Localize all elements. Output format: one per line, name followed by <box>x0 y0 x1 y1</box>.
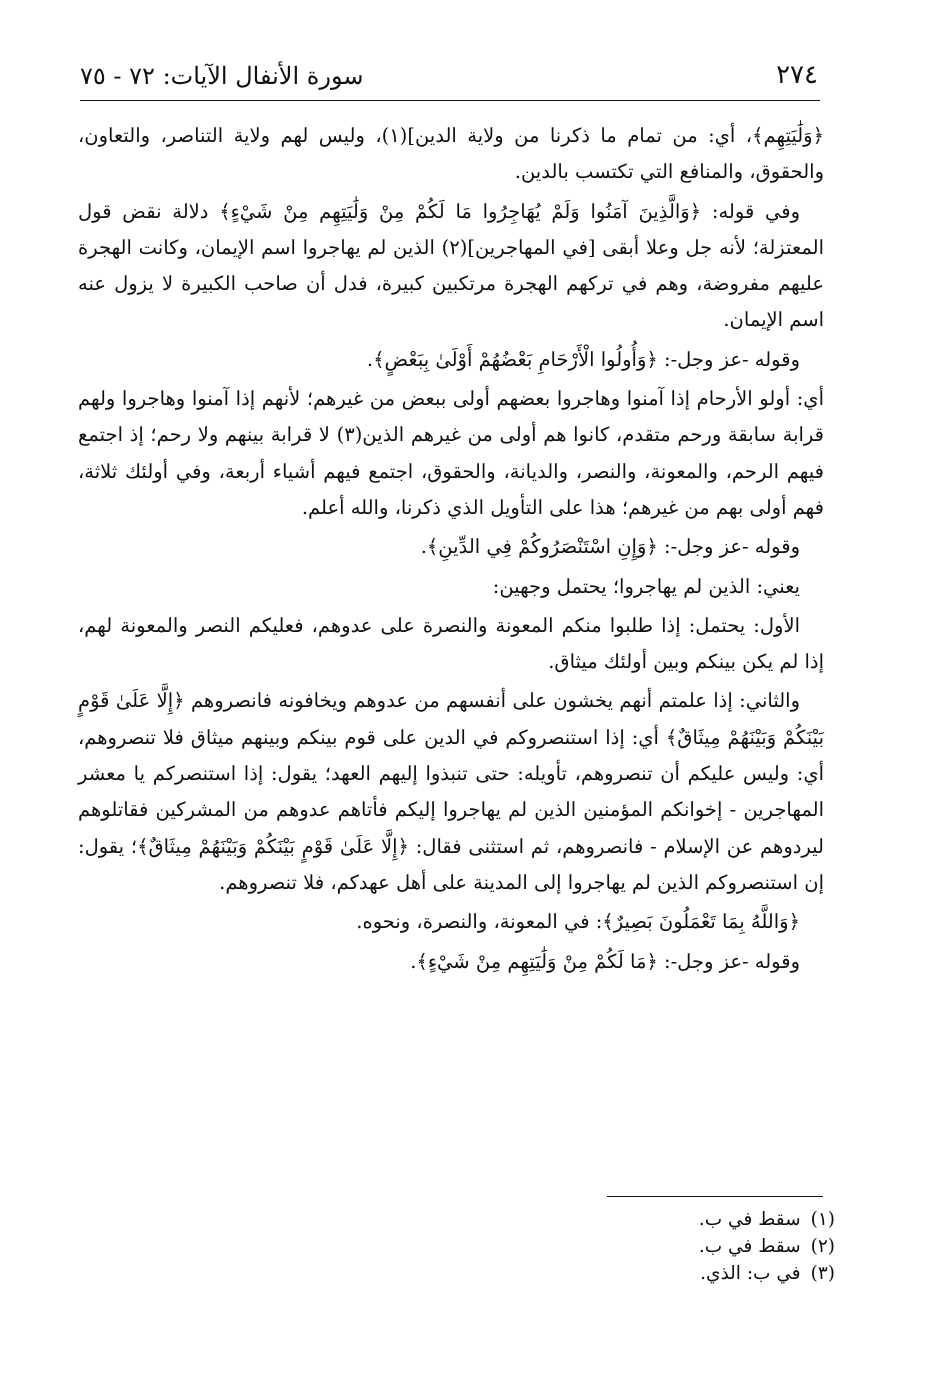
paragraph: وفي قوله: ﴿وَالَّذِينَ آمَنُوا وَلَمْ يُهَاجِرُوا مَا لَكُمْ مِنْ وَلَٰيَتِهِم مِنْ شَيْءٍ﴾ دلالة نقض قول المعتزلة؛ لأنه جل وعلا أبقى [في المهاجرين](٢) الذين لم يهاجروا اسم الإيمان، وكانت الهجرة عليهم مفروضة، وهم في تركهم الهجرة مرتكبين كبيرة، فدل أن صاحب الكبيرة لا يزول عنه اسم الإيمان. <box>78 199 824 332</box>
verse-heading: وقوله -عز وجل-: ﴿وَأُولُوا الْأَرْحَامِ بَعْضُهُمْ أَوْلَىٰ بِبَعْضٍ﴾. <box>366 347 800 371</box>
verse-heading: وقوله -عز وجل-: ﴿مَا لَكُمْ مِنْ وَلَٰيَتِهِم مِنْ شَيْءٍ﴾. <box>410 949 800 973</box>
paragraph: ﴿وَلَٰيَتِهِم﴾، أي: من تمام ما ذكرنا من ولاية الدين](١)، وليس لهم ولاية التناصر، والتعاون، والحقوق، والمنافع التي تكتسب بالدين. <box>78 124 825 184</box>
paragraph: أي: أولو الأرحام إذا آمنوا وهاجروا بعضهم أولى ببعض من غيرهم؛ لأنهم إذا آمنوا وهاجروا ولهم قرابة سابقة ورحم متقدم، كانوا هم أولى من غيرهم الذين(٣) لا قرابة بينهم ولا رحم؛ إذ اجتمع فيهم الرحم، والمعونة، والنصر، والديانة، والحقوق، اجتمع فيهم أشياء أربعة، وفي أولئك ثلاثة، فهم أولى بهم من غيرهم؛ هذا على التأويل الذي ذكرنا، والله أعلم. <box>78 387 824 519</box>
footnote <box>335 1206 835 1233</box>
footnote-separator <box>607 1196 823 1197</box>
main-text <box>78 118 824 983</box>
footnote-text: سقط في ب. <box>698 1209 801 1230</box>
page-header <box>80 52 820 101</box>
verse-heading: وقوله -عز وجل-: ﴿وَإِنِ اسْتَنْصَرُوكُمْ فِي الدِّينِ﴾. <box>420 535 800 559</box>
footnote-text: في ب: الذي. <box>700 1263 801 1284</box>
running-title: سورة الأنفال الآيات: ٧٢ - ٧٥ <box>80 62 364 90</box>
footnote <box>335 1260 835 1287</box>
footnote <box>335 1233 835 1260</box>
footnotes <box>335 1206 835 1287</box>
paragraph: الأول: يحتمل: إذا طلبوا منكم المعونة والنصرة على عدوهم، فعليكم النصر والمعونة لهم، إذا لم يكن بينكم وبين أولئك ميثاق. <box>78 613 824 674</box>
page-number: ٢٧٤ <box>776 60 818 90</box>
footnote-number: (١) <box>810 1209 835 1230</box>
footnote-number: (٢) <box>810 1236 835 1257</box>
footnote-number: (٣) <box>810 1263 835 1284</box>
footnote-text: سقط في ب. <box>698 1236 801 1257</box>
paragraph: يعني: الذين لم يهاجروا؛ يحتمل وجهين: <box>492 574 800 598</box>
paragraph: ﴿وَاللَّهُ بِمَا تَعْمَلُونَ بَصِيرٌ﴾: في المعونة، والنصرة، ونحوه. <box>356 910 800 934</box>
paragraph: والثاني: إذا علمتم أنهم يخشون على أنفسهم من عدوهم ويخافونه فانصروهم ﴿إِلَّا عَلَىٰ قَوْمٍ بَيْنَكُمْ وَبَيْنَهُمْ مِيثَاقٌ﴾ أي: إذا استنصروكم في الدين على قوم بينكم وبينهم ميثاق فلا تنصروهم، أي: وليس عليكم أن تنصروهم، تأويله: حتى تنبذوا إليهم العهد؛ يقول: إذا استنصركم يا معشر المهاجرين - إخوانكم المؤمنين الذين لم يهاجروا إليكم فأتاهم عدوهم من المشركين فقاتلوهم ليردوهم عن الإسلام - فانصروهم، ثم استثنى فقال: ﴿إِلَّا عَلَىٰ قَوْمٍ بَيْنَكُمْ وَبَيْنَهُمْ مِيثَاقٌ﴾؛ يقول: إن استنصروكم الذين لم يهاجروا إلى المدينة على أهل عهدكم، فلا تنصروهم. <box>78 689 824 894</box>
